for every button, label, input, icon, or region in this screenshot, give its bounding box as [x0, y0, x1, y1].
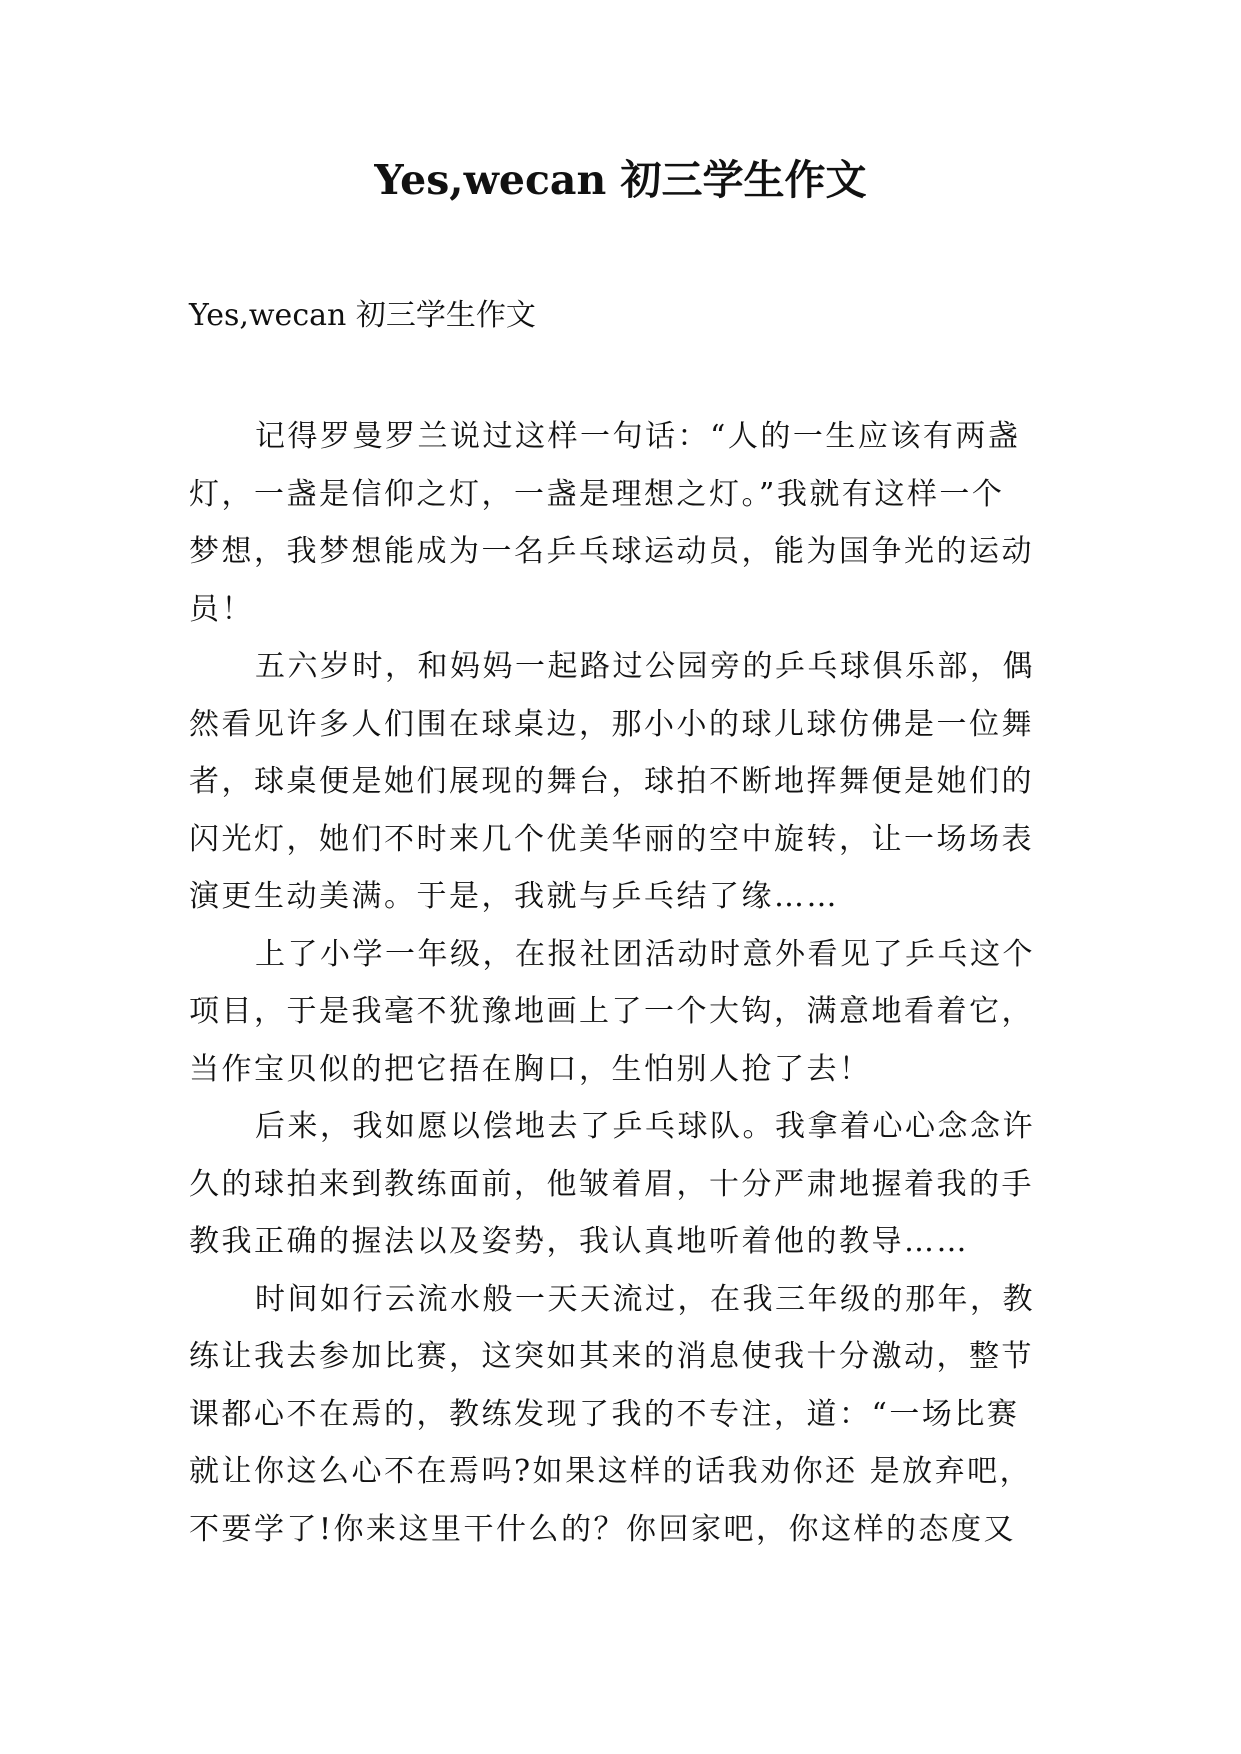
document-title: Yes,wecan 初三学生作文: [374, 156, 867, 204]
paragraph-line: 课都心不在焉的，教练发现了我的不专注，道：“一场比赛: [189, 1396, 1020, 1432]
paragraph-line: 当作宝贝似的把它捂在胸口，生怕别人抢了去！: [189, 1051, 872, 1087]
paragraph-line: 演更生动美满。于是，我就与乒乓结了缘……: [189, 879, 839, 914]
paragraph-line: 记得罗曼罗兰说过这样一句话：“人的一生应该有两盏: [255, 419, 1021, 454]
paragraph-line: 后来，我如愿以偿地去了乒乓球队。我拿着心心念念许: [255, 1109, 1035, 1144]
paragraph-line: 时间如行云流水般一天天流过，在我三年级的那年，教: [255, 1281, 1035, 1317]
paragraph-line: 梦想，我梦想能成为一名乒乓球运动员，能为国争光的运动: [189, 534, 1034, 569]
paragraph-line: 员！: [189, 591, 254, 627]
document-subtitle: Yes,wecan 初三学生作文: [189, 298, 536, 333]
paragraph-line: 久的球拍来到教练面前，他皱着眉，十分严肃地握着我的手: [189, 1166, 1034, 1202]
essay-body: [189, 408, 1069, 1558]
paragraph-line: 不要学了!你来这里干什么的？你回家吧，你这样的态度又: [189, 1511, 1017, 1547]
paragraph-line: 练让我去参加比赛，这突如其来的消息使我十分激动，整节: [189, 1339, 1034, 1374]
paragraph-line: 者，球桌便是她们展现的舞台，球拍不断地挥舞便是她们的: [189, 764, 1034, 799]
paragraph-line: 然看见许多人们围在球桌边，那小小的球儿球仿佛是一位舞: [189, 706, 1034, 742]
paragraph-line: 项目，于是我毫不犹豫地画上了一个大钩，满意地看着它，: [189, 994, 1034, 1029]
paragraph-line: 上了小学一年级，在报社团活动时意外看见了乒乓这个: [255, 936, 1035, 972]
paragraph-line: 五六岁时，和妈妈一起路过公园旁的乒乓球俱乐部，偶: [255, 649, 1035, 684]
paragraph-line: 闪光灯，她们不时来几个优美华丽的空中旋转，让一场场表: [189, 821, 1034, 857]
paragraph-line: 教我正确的握法以及姿势，我认真地听着他的教导……: [189, 1224, 969, 1259]
paragraph-line: 就让你这么心不在焉吗?如果这样的话我劝你还 是放弃吧，: [189, 1454, 1033, 1489]
paragraph-line: 灯，一盏是信仰之灯，一盏是理想之灯。”我就有这样一个: [189, 476, 1005, 512]
